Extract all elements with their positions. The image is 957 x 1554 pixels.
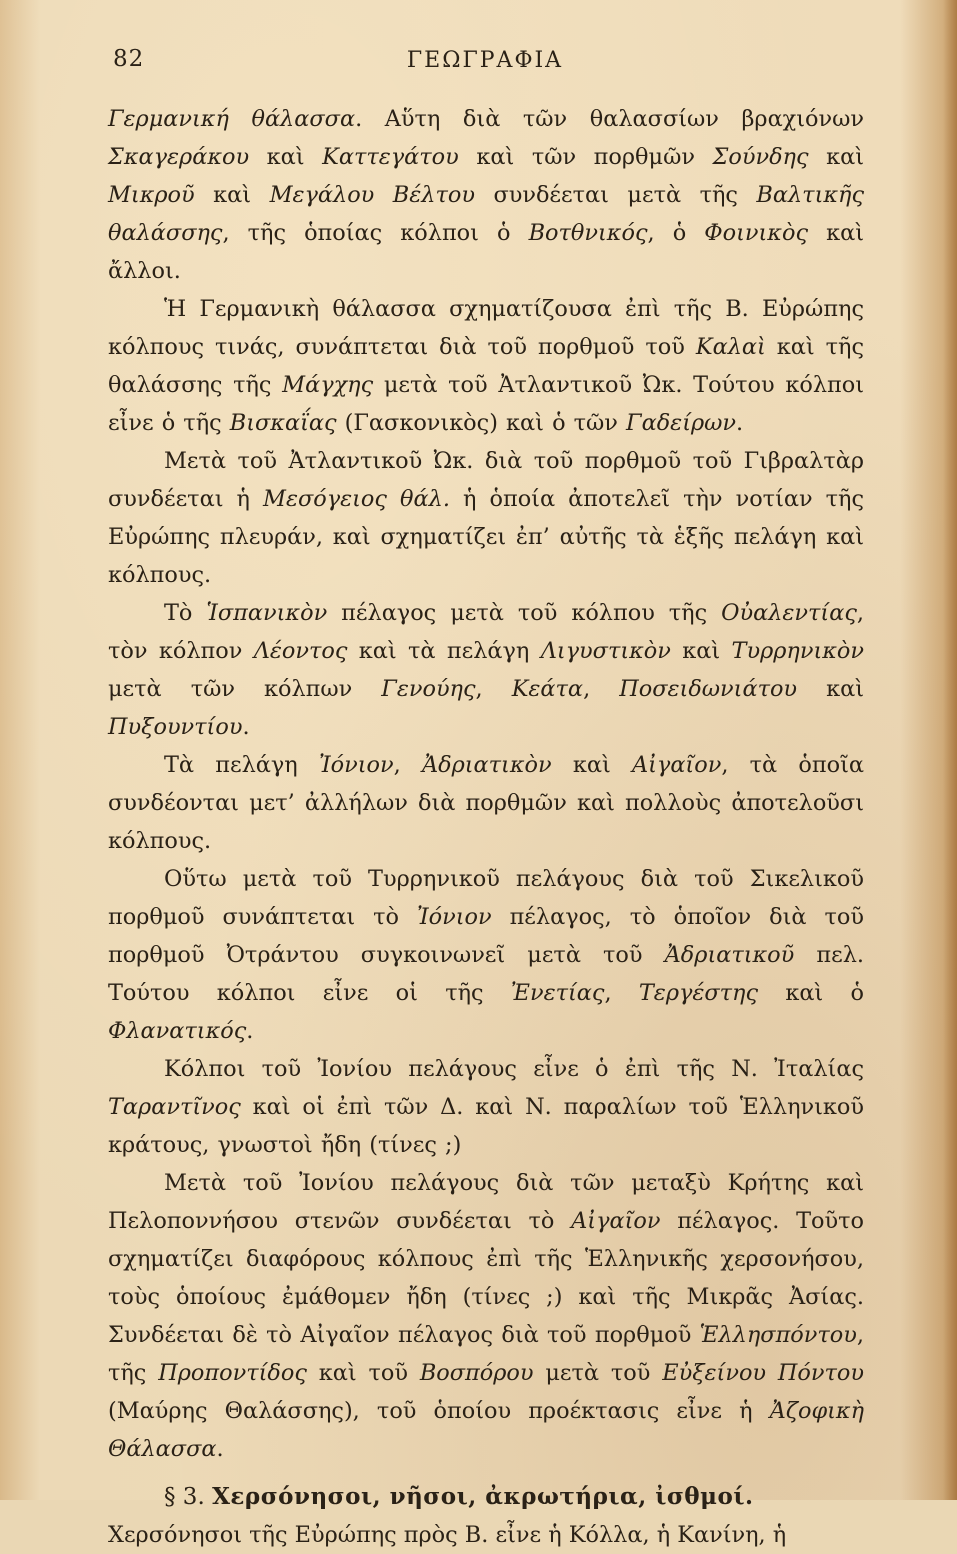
- text-run: καὶ τῆς θαλάσσης τῆς: [108, 334, 864, 398]
- italic-run: Αἰγαῖον: [631, 752, 722, 778]
- text-run: καὶ τὰ πελάγη: [347, 638, 541, 664]
- text-run: , ἡ: [642, 1522, 678, 1548]
- section-heading: [108, 1478, 864, 1516]
- paragraph: [108, 746, 864, 860]
- italic-run: Μεγάλου Βέλτου: [269, 182, 475, 208]
- text-run: ,: [475, 676, 512, 702]
- italic-run: Φοινικὸς: [704, 220, 808, 246]
- text-run: Ἡ Γερμανικὴ θάλασσα σχηματίζουσα ἐπὶ τῆς Β. Εὐρώπης κόλπους τινάς, συνάπτεται διὰ τοῦ πορθμοῦ τοῦ: [108, 296, 864, 360]
- italic-run: Ἰόνιον: [416, 904, 492, 930]
- page-number: 82: [113, 46, 145, 72]
- italic-run: Ἑλλησπόντου: [699, 1322, 857, 1348]
- italic-run: Ἀδριατικοῦ: [664, 942, 795, 968]
- italic-run: Βοτθνικός: [528, 220, 648, 246]
- italic-run: Βισκαΐας: [229, 410, 337, 436]
- italic-run: Σκαγεράκου: [108, 144, 250, 170]
- text-run: (Μαύρης Θαλάσσης), τοῦ ὁποίου προέκτασις εἶνε ἡ: [108, 1398, 770, 1424]
- italic-run: Εὐξείνου Πόντου: [662, 1360, 864, 1386]
- italic-run: Κανίνη: [677, 1522, 759, 1548]
- text-run: καὶ: [670, 638, 732, 664]
- italic-run: Ἀζοφικὴ Θάλασσα: [108, 1398, 864, 1462]
- italic-run: Ποσειδωνιάτου: [619, 676, 798, 702]
- text-run: καὶ τῶν πορθμῶν: [458, 144, 713, 170]
- text-run: Κόλποι τοῦ Ἰονίου πελάγους εἶνε ὁ ἐπὶ τῆς Ν. Ἰταλίας: [164, 1056, 864, 1082]
- text-run: καὶ: [249, 144, 323, 170]
- italic-run: Μάγχης: [282, 372, 374, 398]
- text-run: καὶ: [194, 182, 270, 208]
- paragraph-list: [108, 100, 864, 1468]
- text-run: πέλαγος μετὰ τοῦ κόλπου τῆς: [327, 600, 722, 626]
- italic-run: Μεσόγειος θάλ.: [263, 486, 450, 512]
- text-run: καὶ: [797, 676, 864, 702]
- italic-run: Κόλλα: [568, 1522, 643, 1548]
- italic-run: Γαδείρων: [626, 410, 737, 436]
- text-run: καὶ ὁ: [758, 980, 864, 1006]
- text-run: καὶ: [808, 144, 864, 170]
- text-run: (Γασκονικὸς) καὶ ὁ τῶν: [336, 410, 627, 436]
- italic-run: Προποντίδος: [158, 1360, 307, 1386]
- paragraph: [108, 594, 864, 746]
- italic-run: Βοσπόρου: [419, 1360, 534, 1386]
- text-run: καὶ τοῦ: [306, 1360, 420, 1386]
- running-title: ΓΕΩΓΡΑΦΙΑ: [406, 48, 564, 73]
- text-run: ,: [604, 980, 639, 1006]
- page-header: [105, 40, 865, 80]
- italic-run: Χερσόνησοι: [108, 1522, 243, 1548]
- text-run: πελ. Τούτου κόλποι εἶνε οἱ τῆς: [108, 942, 865, 1006]
- text-run: συνδέεται μετὰ τῆς: [474, 182, 757, 208]
- italic-run: Οὐαλεντίας: [721, 600, 857, 626]
- text-run: ἡ ὁποία ἀποτελεῖ τὴν νοτίαν τῆς Εὐρώπης πλευράν, καὶ σχηματίζει ἐπ’ αὐτῆς τὰ ἑξῆς πελάγη καὶ κόλπους.: [108, 486, 864, 588]
- text-run: ,: [583, 676, 620, 702]
- italic-run: Γερμανική θάλασσα: [108, 106, 356, 132]
- page-body: [108, 100, 864, 1554]
- paragraph: [108, 1050, 864, 1164]
- text-run: , ἡ: [758, 1522, 787, 1548]
- section-title: Χερσόνησοι, νῆσοι, ἀκρωτήρια, ἰσθμοί.: [212, 1483, 754, 1510]
- italic-run: Σούνδης: [712, 144, 809, 170]
- paragraph: [108, 442, 864, 594]
- text-run: , τῆς: [108, 1322, 864, 1386]
- text-run: μετὰ τῶν κόλπων: [108, 676, 382, 702]
- text-run: μετὰ τοῦ Ἀτλαντικοῦ Ὠκ. Τούτου κόλποι εἶνε ὁ τῆς: [108, 372, 864, 436]
- text-run: . Αὕτη διὰ τῶν θαλασσίων βραχιόνων: [355, 106, 864, 132]
- continuation-line: [108, 1516, 864, 1554]
- italic-run: Κεάτα: [511, 676, 584, 702]
- text-run: .: [242, 714, 250, 740]
- text-run: .: [246, 1018, 254, 1044]
- italic-run: Λιγυστικὸν: [540, 638, 671, 664]
- italic-run: Ἀδριατικὸν: [421, 752, 552, 778]
- text-run: , ὁ: [647, 220, 705, 246]
- text-run: τῆς Εὐρώπης πρὸς Β. εἶνε ἡ: [242, 1522, 569, 1548]
- paragraph: [108, 1164, 864, 1468]
- text-run: , τὰ ὁποῖα συνδέονται μετ’ ἀλλήλων διὰ πορθμῶν καὶ πολλοὺς ἀποτελοῦσι κόλπους.: [108, 752, 864, 854]
- page-edge-shadow: [943, 0, 957, 1500]
- text-run: .: [736, 410, 744, 436]
- text-run: Τὰ πελάγη: [164, 752, 319, 778]
- italic-run: Τεργέστης: [638, 980, 759, 1006]
- text-run: , τῆς ὁποίας κόλποι ὁ: [222, 220, 529, 246]
- italic-run: Ἰόνιον: [318, 752, 394, 778]
- italic-run: Λέοντος: [253, 638, 348, 664]
- paragraph: [108, 860, 864, 1050]
- text-run: καὶ οἱ ἐπὶ τῶν Δ. καὶ Ν. παραλίων τοῦ Ἑλληνικοῦ κράτους, γνωστοὶ ἤδη (τίνες ;): [108, 1094, 864, 1158]
- italic-run: Γενούης: [381, 676, 476, 702]
- text-run: καὶ: [551, 752, 632, 778]
- paragraph: [108, 100, 864, 290]
- italic-run: Αἰγαῖον: [571, 1208, 661, 1234]
- text-run: Τὸ: [164, 600, 207, 626]
- text-run: , τὸν κόλπον: [108, 600, 864, 664]
- italic-run: Πυξουντίου: [108, 714, 243, 740]
- italic-run: Ἱσπανικὸν: [206, 600, 328, 626]
- text-run: καὶ ἄλλοι.: [108, 220, 864, 284]
- italic-run: Ἐνετίας: [510, 980, 605, 1006]
- text-run: πέλαγος, τὸ ὁποῖον διὰ τοῦ πορθμοῦ Ὀτράντου συγκοινωνεῖ μετὰ τοῦ: [108, 904, 864, 968]
- text-run: Μετὰ τοῦ Ἰονίου πελάγους διὰ τῶν μεταξὺ Κρήτης καὶ Πελοποννήσου στενῶν συνδέεται τὸ: [108, 1170, 864, 1234]
- section-number: § 3.: [164, 1484, 205, 1510]
- text-run: Οὕτω μετὰ τοῦ Τυρρηνικοῦ πελάγους διὰ τοῦ Σικελικοῦ πορθμοῦ συνάπτεται τὸ: [108, 866, 864, 930]
- italic-run: Ταραντῖνος: [108, 1094, 241, 1120]
- text-run: .: [216, 1436, 224, 1462]
- text-run: Μετὰ τοῦ Ἀτλαντικοῦ Ὠκ. διὰ τοῦ πορθμοῦ τοῦ Γιβραλτὰρ συνδέεται ἡ: [108, 448, 864, 512]
- text-run: πέλαγος. Τοῦτο σχηματίζει διαφόρους κόλπους ἐπὶ τῆς Ἑλληνικῆς χερσονήσου, τοὺς ὁποίους ἐμάθομεν ἤδη (τίνες ;) καὶ τῆς Μικρᾶς Ἀσίας. Συνδέεται δὲ τὸ Αἰγαῖον πέλαγος διὰ τοῦ πορθμοῦ: [108, 1208, 864, 1348]
- italic-run: Καττεγάτου: [322, 144, 459, 170]
- italic-run: Τυρρηνικὸν: [731, 638, 864, 664]
- italic-run: Μικροῦ: [108, 182, 195, 208]
- text-run: μετὰ τοῦ: [533, 1360, 663, 1386]
- italic-run: Βαλτικῆς θαλάσσης: [108, 182, 864, 246]
- paragraph: [108, 290, 864, 442]
- text-run: ,: [393, 752, 422, 778]
- italic-run: Φλανατικός: [108, 1018, 247, 1044]
- italic-run: Καλαὶ: [695, 334, 766, 360]
